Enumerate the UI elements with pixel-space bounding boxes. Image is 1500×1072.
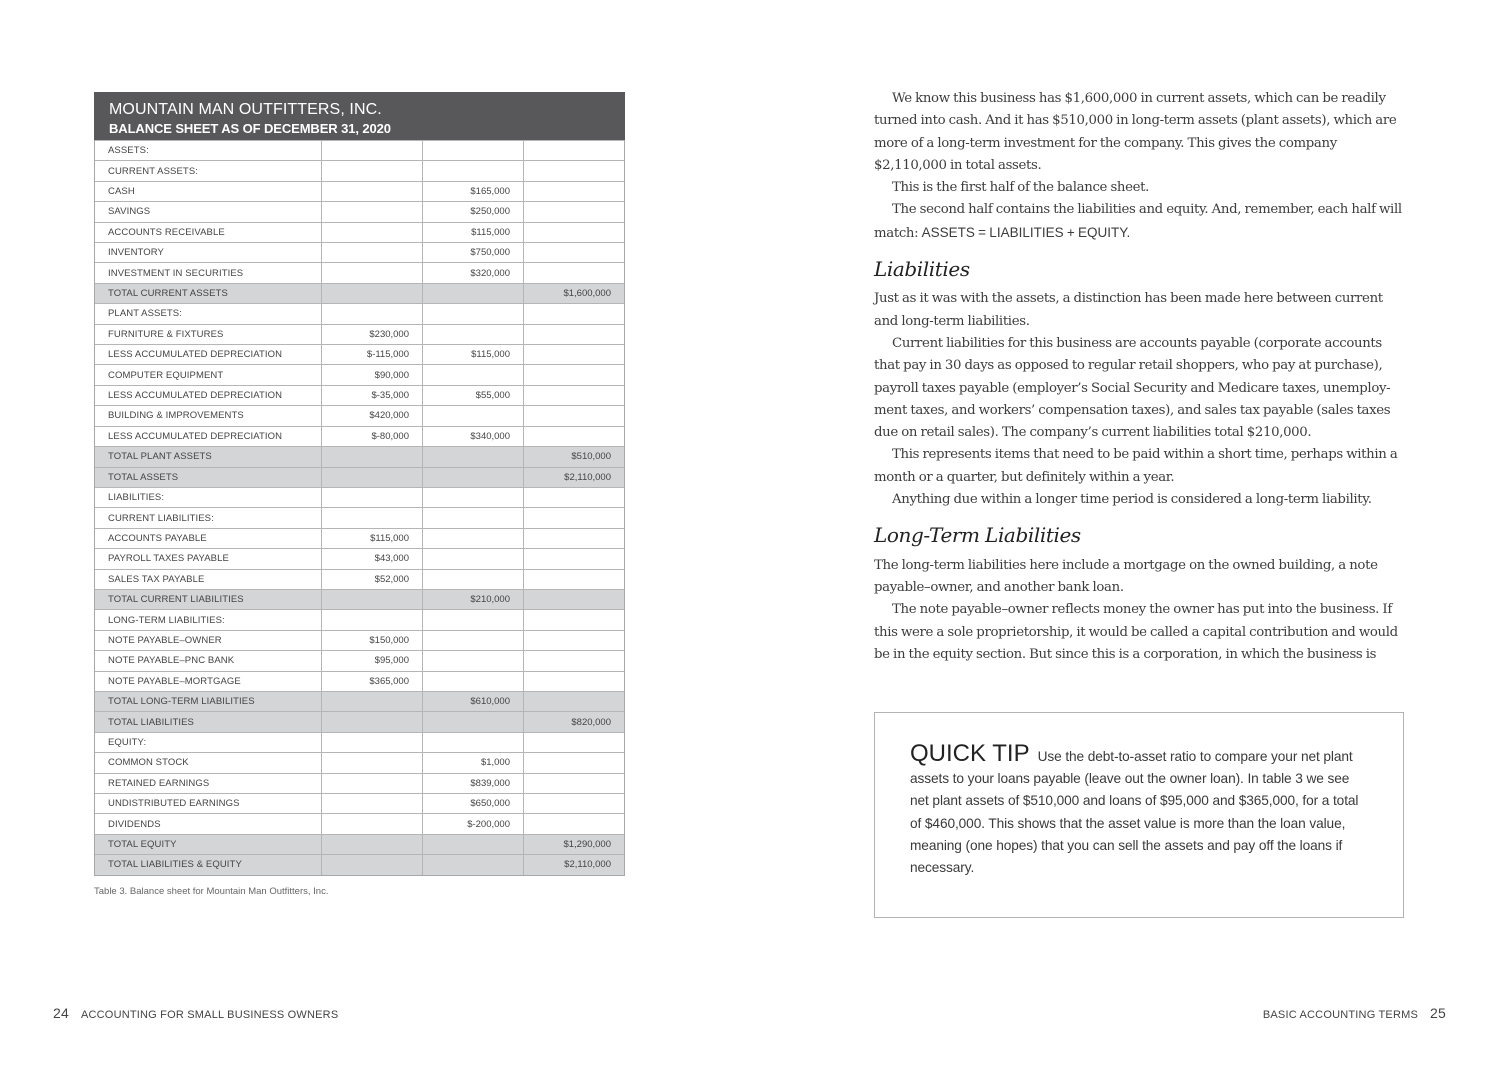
paragraph: Anything due within a longer time period is considered a long-term liability. — [892, 492, 1372, 508]
table-row — [95, 364, 624, 384]
row-amount-col1: $43,000 — [321, 549, 422, 568]
row-amount-col2 — [422, 284, 523, 303]
row-label: SALES TAX PAYABLE — [108, 573, 205, 585]
folio-right — [1263, 1005, 1446, 1021]
accounting-equation: ASSETS = LIABILITIES + EQUITY. — [921, 224, 1131, 240]
row-amount-col1: $420,000 — [321, 406, 422, 425]
row-label: COMMON STOCK — [108, 757, 189, 769]
row-amount-col1 — [321, 223, 422, 242]
paragraph: We know this business has $1,600,000 in current assets, which can be readily turned into cash. And it has $510,000 in long-term assets (plant assets), which are more of a long-term investment for the company. This gives the company $2,110,000 in total assets. — [874, 91, 1397, 173]
row-amount-col2 — [422, 447, 523, 466]
row-amount-col1 — [321, 182, 422, 201]
quick-tip-content — [910, 740, 1360, 879]
row-label: TOTAL EQUITY — [108, 839, 177, 851]
row-amount-col3 — [523, 590, 624, 609]
row-label: TOTAL CURRENT ASSETS — [108, 288, 228, 300]
row-label: COMPUTER EQUIPMENT — [108, 369, 224, 381]
table-row — [95, 630, 624, 650]
row-amount-col3 — [523, 488, 624, 507]
table-row — [95, 140, 624, 160]
row-label: TOTAL CURRENT LIABILITIES — [108, 594, 244, 606]
table-row — [95, 201, 624, 221]
row-amount-col3 — [523, 141, 624, 160]
row-amount-col2 — [422, 488, 523, 507]
row-amount-col1 — [321, 488, 422, 507]
row-label: TOTAL PLANT ASSETS — [108, 451, 212, 463]
row-amount-col2 — [422, 733, 523, 752]
table-row — [95, 385, 624, 405]
table-row — [95, 324, 624, 344]
table-title: MOUNTAIN MAN OUTFITTERS, INC. — [109, 101, 382, 118]
table-total-row — [95, 283, 624, 303]
row-amount-col2 — [422, 161, 523, 180]
table-row — [95, 609, 624, 629]
row-amount-col2 — [422, 835, 523, 854]
row-amount-col3 — [523, 794, 624, 813]
row-label: TOTAL LIABILITIES — [108, 716, 194, 728]
row-amount-col2 — [422, 610, 523, 629]
row-label: CASH — [108, 186, 135, 198]
row-amount-col1 — [321, 794, 422, 813]
row-amount-col3: $1,600,000 — [523, 284, 624, 303]
row-amount-col3 — [523, 733, 624, 752]
row-amount-col1: $365,000 — [321, 672, 422, 691]
row-amount-col1 — [321, 447, 422, 466]
row-amount-col2 — [422, 508, 523, 527]
row-amount-col1 — [321, 753, 422, 772]
table-row — [95, 569, 624, 589]
table-row — [95, 487, 624, 507]
row-amount-col1 — [321, 835, 422, 854]
row-label: DIVIDENDS — [108, 818, 161, 830]
row-amount-col2 — [422, 304, 523, 323]
paragraph: This represents items that need to be paid within a short time, perhaps within a month or a quarter, but definitely within a year. — [874, 447, 1398, 485]
row-label: NOTE PAYABLE–MORTGAGE — [108, 675, 241, 687]
row-label: LIABILITIES: — [108, 492, 165, 504]
row-amount-col2: $610,000 — [422, 692, 523, 711]
row-amount-col1: $150,000 — [321, 631, 422, 650]
row-amount-col3: $1,290,000 — [523, 835, 624, 854]
row-amount-col1 — [321, 508, 422, 527]
table-row — [95, 160, 624, 180]
table-total-row — [95, 711, 624, 731]
row-amount-col2: $320,000 — [422, 263, 523, 282]
row-label: ACCOUNTS PAYABLE — [108, 532, 207, 544]
table-row — [95, 405, 624, 425]
paragraph: The long-term liabilities here include a mortgage on the owned building, a note payable–owner, and another bank loan. — [874, 557, 1378, 595]
row-amount-col1 — [321, 855, 422, 874]
row-amount-col3 — [523, 774, 624, 793]
table-row — [95, 813, 624, 833]
row-amount-col2: $210,000 — [422, 590, 523, 609]
row-amount-col3: $510,000 — [523, 447, 624, 466]
table-row — [95, 303, 624, 323]
table-body — [94, 140, 625, 876]
row-label: EQUITY: — [108, 736, 147, 748]
row-amount-col3 — [523, 529, 624, 548]
row-amount-col3 — [523, 610, 624, 629]
row-amount-col1 — [321, 141, 422, 160]
section-heading-liabilities: Liabilities — [874, 257, 970, 282]
row-amount-col3: $820,000 — [523, 712, 624, 731]
row-label: LONG-TERM LIABILITIES: — [108, 614, 225, 626]
row-label: FURNITURE & FIXTURES — [108, 328, 224, 340]
row-amount-col3 — [523, 406, 624, 425]
table-row — [95, 671, 624, 691]
balance-sheet-table — [94, 92, 625, 876]
quick-tip-box — [874, 712, 1404, 918]
row-label: BUILDING & IMPROVEMENTS — [108, 410, 244, 422]
row-amount-col2 — [422, 529, 523, 548]
row-amount-col3 — [523, 692, 624, 711]
running-head: BASIC ACCOUNTING TERMS — [1262, 1009, 1419, 1021]
row-amount-col1 — [321, 692, 422, 711]
table-row — [95, 752, 624, 772]
body-text — [874, 88, 1406, 666]
running-head: ACCOUNTING FOR SMALL BUSINESS OWNERS — [80, 1009, 339, 1021]
row-amount-col1: $95,000 — [321, 651, 422, 670]
table-row — [95, 773, 624, 793]
table-row — [95, 344, 624, 364]
table-total-row — [95, 589, 624, 609]
row-label: PLANT ASSETS: — [108, 308, 182, 320]
row-label: ACCOUNTS RECEIVABLE — [108, 226, 225, 238]
row-amount-col1 — [321, 468, 422, 487]
table-total-row — [95, 467, 624, 487]
row-amount-col2: $1,000 — [422, 753, 523, 772]
row-amount-col3 — [523, 161, 624, 180]
row-amount-col1 — [321, 590, 422, 609]
row-amount-col1 — [321, 161, 422, 180]
row-amount-col2 — [422, 365, 523, 384]
table-row — [95, 222, 624, 242]
row-amount-col3: $2,110,000 — [523, 855, 624, 874]
table-row — [95, 507, 624, 527]
row-label: TOTAL ASSETS — [108, 471, 179, 483]
row-amount-col2 — [422, 712, 523, 731]
paragraph-text: The second half contains the liabilities and equity. And, remember, each half will match: — [874, 202, 1402, 241]
row-label: SAVINGS — [108, 206, 151, 218]
row-amount-col3 — [523, 672, 624, 691]
row-label: LESS ACCUMULATED DEPRECIATION — [108, 430, 283, 442]
table-subtitle: BALANCE SHEET AS OF DECEMBER 31, 2020 — [109, 121, 391, 136]
row-amount-col1 — [321, 610, 422, 629]
row-amount-col3 — [523, 427, 624, 446]
row-amount-col2 — [422, 651, 523, 670]
row-label: TOTAL LIABILITIES & EQUITY — [108, 859, 242, 871]
row-label: NOTE PAYABLE–PNC BANK — [108, 655, 235, 667]
table-row — [95, 732, 624, 752]
paragraph: Just as it was with the assets, a distinction has been made here between current and long-term liabilities. — [874, 291, 1383, 329]
row-amount-col2 — [422, 325, 523, 344]
row-amount-col2: $55,000 — [422, 386, 523, 405]
row-amount-col1 — [321, 712, 422, 731]
table-total-row — [95, 691, 624, 711]
table-row — [95, 181, 624, 201]
row-amount-col3 — [523, 202, 624, 221]
row-amount-col1 — [321, 243, 422, 262]
quick-tip-label: QUICK TIP — [910, 740, 1030, 767]
row-label: CURRENT ASSETS: — [108, 165, 199, 177]
row-amount-col3 — [523, 549, 624, 568]
row-amount-col2 — [422, 549, 523, 568]
paragraph: Current liabilities for this business are accounts payable (corporate accounts that pay in 30 days as opposed to regular retail shoppers, who pay at purchase), payroll taxes payable (employer’s Social Security and Medicare taxes, unemploy-ment taxes, and workers’ compensation taxes), and sales tax payable (sales taxes due on retail sales). The company’s current liabilities total $210,000. — [874, 335, 1391, 441]
row-amount-col1: $-35,000 — [321, 386, 422, 405]
page-number: 25 — [1430, 1005, 1446, 1021]
table-total-row — [95, 834, 624, 854]
row-amount-col1 — [321, 304, 422, 323]
row-amount-col3 — [523, 753, 624, 772]
table-row — [95, 242, 624, 262]
right-page — [750, 0, 1500, 1072]
row-amount-col1: $52,000 — [321, 570, 422, 589]
row-amount-col3 — [523, 345, 624, 364]
folio-left — [53, 1005, 338, 1021]
row-amount-col3 — [523, 325, 624, 344]
row-amount-col1 — [321, 733, 422, 752]
row-amount-col1: $-80,000 — [321, 427, 422, 446]
table-row — [95, 650, 624, 670]
row-amount-col2: $165,000 — [422, 182, 523, 201]
row-amount-col1: $-115,000 — [321, 345, 422, 364]
row-amount-col1: $230,000 — [321, 325, 422, 344]
row-label: CURRENT LIABILITIES: — [108, 512, 214, 524]
row-amount-col2: $115,000 — [422, 345, 523, 364]
row-label: LESS ACCUMULATED DEPRECIATION — [108, 390, 283, 402]
row-amount-col3 — [523, 386, 624, 405]
row-label: INVESTMENT IN SECURITIES — [108, 267, 244, 279]
row-amount-col3 — [523, 814, 624, 833]
row-amount-col2 — [422, 406, 523, 425]
row-label: ASSETS: — [108, 145, 149, 157]
table-total-row — [95, 854, 624, 874]
paragraph — [874, 199, 1406, 245]
row-amount-col2: $250,000 — [422, 202, 523, 221]
row-amount-col2: $115,000 — [422, 223, 523, 242]
row-amount-col3 — [523, 631, 624, 650]
row-label: PAYROLL TAXES PAYABLE — [108, 553, 229, 565]
row-label: TOTAL LONG-TERM LIABILITIES — [108, 696, 255, 708]
row-amount-col3 — [523, 365, 624, 384]
row-amount-col2 — [422, 570, 523, 589]
row-amount-col3: $2,110,000 — [523, 468, 624, 487]
row-label: INVENTORY — [108, 247, 164, 259]
row-amount-col2: $340,000 — [422, 427, 523, 446]
row-amount-col3 — [523, 182, 624, 201]
table-row — [95, 793, 624, 813]
row-label: NOTE PAYABLE–OWNER — [108, 634, 222, 646]
table-row — [95, 426, 624, 446]
row-amount-col2 — [422, 672, 523, 691]
paragraph: The note payable–owner reflects money the owner has put into the business. If this were a sole proprietorship, it would be called a capital contribution and would be in the equity section. But since this is a corporation, in which the business is — [874, 602, 1398, 662]
row-amount-col3 — [523, 243, 624, 262]
page-number: 24 — [53, 1005, 69, 1021]
row-amount-col2 — [422, 141, 523, 160]
row-amount-col3 — [523, 223, 624, 242]
row-amount-col1 — [321, 774, 422, 793]
row-amount-col2 — [422, 468, 523, 487]
row-amount-col3 — [523, 651, 624, 670]
row-amount-col1 — [321, 814, 422, 833]
row-amount-col2 — [422, 631, 523, 650]
row-amount-col2: $650,000 — [422, 794, 523, 813]
table-row — [95, 548, 624, 568]
table-caption: Table 3. Balance sheet for Mountain Man Outfitters, Inc. — [94, 886, 329, 897]
row-label: LESS ACCUMULATED DEPRECIATION — [108, 349, 283, 361]
row-amount-col3 — [523, 263, 624, 282]
quick-tip-text: Use the debt-to-asset ratio to compare your net plant assets to your loans payable (leave out the owner loan). In table 3 we see net plant assets of $510,000 and loans of $95,000 and $365,000, for a total of $460,000. This shows that the asset value is more than the loan value, meaning (one hopes) that you can sell the assets and pay off the loans if necessary. — [910, 749, 1359, 876]
paragraph: This is the first half of the balance sheet. — [892, 180, 1150, 196]
row-label: RETAINED EARNINGS — [108, 777, 210, 789]
row-amount-col2: $750,000 — [422, 243, 523, 262]
section-heading-long-term-liabilities: Long-Term Liabilities — [874, 523, 1081, 548]
row-amount-col1: $90,000 — [321, 365, 422, 384]
table-row — [95, 528, 624, 548]
row-amount-col2: $839,000 — [422, 774, 523, 793]
table-row — [95, 262, 624, 282]
row-amount-col2: $-200,000 — [422, 814, 523, 833]
row-amount-col1: $115,000 — [321, 529, 422, 548]
table-header — [94, 92, 625, 140]
row-amount-col1 — [321, 284, 422, 303]
row-label: UNDISTRIBUTED EARNINGS — [108, 798, 240, 810]
row-amount-col3 — [523, 304, 624, 323]
row-amount-col2 — [422, 855, 523, 874]
row-amount-col1 — [321, 263, 422, 282]
table-total-row — [95, 446, 624, 466]
row-amount-col3 — [523, 570, 624, 589]
row-amount-col1 — [321, 202, 422, 221]
row-amount-col3 — [523, 508, 624, 527]
